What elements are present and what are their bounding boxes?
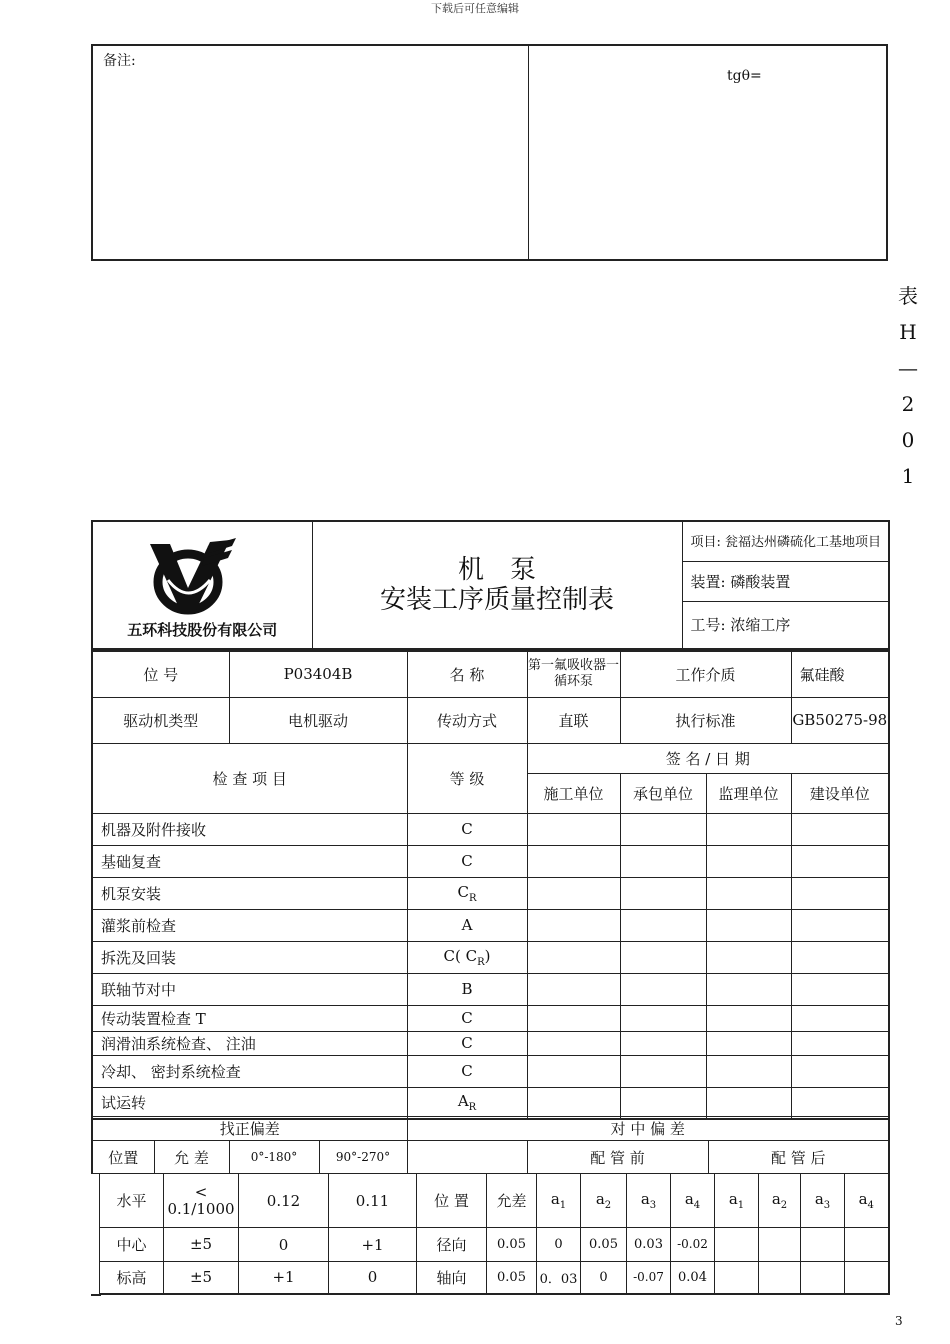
detail-pos2: 位 置 xyxy=(417,1174,487,1228)
a-header: $a_4$ xyxy=(845,1174,889,1228)
medium-value: 氟硅酸 xyxy=(791,651,889,697)
sign-cell[interactable] xyxy=(706,973,791,1005)
sign-cell[interactable] xyxy=(791,1087,889,1119)
detail-90: 0.11 xyxy=(329,1174,417,1228)
check-row xyxy=(92,845,889,877)
check-item: 传动装置检查 T xyxy=(92,1005,407,1031)
memo-divider xyxy=(528,46,529,259)
medium-label: 工作介质 xyxy=(620,651,791,697)
align-pos: 位置 xyxy=(92,1141,154,1174)
check-item: 机器及附件接收 xyxy=(92,813,407,845)
sign-cell[interactable] xyxy=(527,973,620,1005)
a-header: $a_1$ xyxy=(715,1174,759,1228)
grade-header: 等 级 xyxy=(407,743,527,813)
sign-cell[interactable] xyxy=(706,813,791,845)
work-no-field: 工号: 浓缩工序 xyxy=(682,601,889,649)
sign-cell[interactable] xyxy=(620,1055,706,1087)
std-label: 执行标准 xyxy=(620,697,791,743)
sign-cell[interactable] xyxy=(620,973,706,1005)
detail-row xyxy=(100,1174,889,1228)
sign-cell[interactable] xyxy=(527,845,620,877)
sign-cell[interactable] xyxy=(706,877,791,909)
unit-owner: 建设单位 xyxy=(791,773,889,813)
memo-label: 备注: xyxy=(103,53,136,69)
detail-pos: 中心 xyxy=(100,1228,164,1262)
check-row xyxy=(92,1087,889,1119)
sign-cell[interactable] xyxy=(527,877,620,909)
after-value[interactable] xyxy=(715,1228,759,1262)
sign-cell[interactable] xyxy=(620,813,706,845)
sign-cell[interactable] xyxy=(791,877,889,909)
a-header: $a_3$ xyxy=(627,1174,671,1228)
before-value: 0．03 xyxy=(537,1262,581,1294)
before-value: -0.02 xyxy=(671,1228,715,1262)
name-value: 第一氟吸收器一循环泵 xyxy=(527,651,620,697)
sign-cell[interactable] xyxy=(791,845,889,877)
check-table xyxy=(91,650,890,1120)
sign-cell[interactable] xyxy=(527,1005,620,1031)
corner-line xyxy=(91,1294,101,1296)
company-logo xyxy=(148,536,238,616)
check-row xyxy=(92,1055,889,1087)
sign-cell[interactable] xyxy=(791,813,889,845)
driver-value: 电机驱动 xyxy=(229,697,407,743)
align-header xyxy=(91,1116,890,1174)
sign-cell[interactable] xyxy=(791,1005,889,1031)
sign-cell[interactable] xyxy=(527,1087,620,1119)
unit-construction: 施工单位 xyxy=(527,773,620,813)
sign-cell[interactable] xyxy=(620,845,706,877)
sign-header: 签 名 / 日 期 xyxy=(527,743,889,773)
detail-row xyxy=(100,1262,889,1294)
align-left-title: 找正偏差 xyxy=(92,1117,407,1141)
sign-cell[interactable] xyxy=(620,1087,706,1119)
after-value[interactable] xyxy=(801,1228,845,1262)
driver-label: 驱动机类型 xyxy=(92,697,229,743)
unit-contractor: 承包单位 xyxy=(620,773,706,813)
before-value: 0 xyxy=(581,1262,627,1294)
sign-cell[interactable] xyxy=(620,1005,706,1031)
detail-pos: 标高 xyxy=(100,1262,164,1294)
before-value: 0 xyxy=(537,1228,581,1262)
std-value: GB50275-98 xyxy=(791,697,889,743)
sign-cell[interactable] xyxy=(527,813,620,845)
detail-tol2: 0.05 xyxy=(487,1228,537,1262)
check-grade: $C_R$ xyxy=(407,877,527,909)
a-header: $a_2$ xyxy=(759,1174,801,1228)
name-label: 名 称 xyxy=(407,651,527,697)
after-value[interactable] xyxy=(845,1228,889,1262)
detail-tol2: 允差 xyxy=(487,1174,537,1228)
sign-cell[interactable] xyxy=(527,1055,620,1087)
trans-value: 直联 xyxy=(527,697,620,743)
sign-cell[interactable] xyxy=(791,973,889,1005)
sign-cell[interactable] xyxy=(527,1031,620,1055)
sign-cell[interactable] xyxy=(620,941,706,973)
check-grade: A xyxy=(407,909,527,941)
detail-tol2: 0.05 xyxy=(487,1262,537,1294)
align-tol: 允 差 xyxy=(154,1141,229,1174)
sign-cell[interactable] xyxy=(791,941,889,973)
detail-pos: 水平 xyxy=(100,1174,164,1228)
check-item: 灌浆前检查 xyxy=(92,909,407,941)
a-header: $a_1$ xyxy=(537,1174,581,1228)
sign-cell[interactable] xyxy=(706,1087,791,1119)
sign-cell[interactable] xyxy=(527,941,620,973)
a-header: $a_4$ xyxy=(671,1174,715,1228)
side-label: 表 H — 2 0 1 xyxy=(898,284,918,488)
check-item: 拆洗及回装 xyxy=(92,941,407,973)
sign-cell[interactable] xyxy=(620,877,706,909)
project-field: 项目: 瓮福达州磷硫化工基地项目 xyxy=(682,521,889,561)
sign-cell[interactable] xyxy=(620,1031,706,1055)
detail-tol: < 0.1/1000 xyxy=(164,1174,239,1228)
check-row xyxy=(92,973,889,1005)
detail-table xyxy=(99,1173,890,1295)
sign-cell[interactable] xyxy=(706,909,791,941)
align-blank xyxy=(407,1141,527,1174)
align-0-180: 0°-180° xyxy=(229,1141,319,1174)
pos-label: 位 号 xyxy=(92,651,229,697)
items-header: 检 查 项 目 xyxy=(92,743,407,813)
page-number: 3 xyxy=(895,1314,903,1328)
check-grade: C xyxy=(407,813,527,845)
sign-cell[interactable] xyxy=(706,845,791,877)
detail-row xyxy=(100,1228,889,1262)
unit-supervisor: 监理单位 xyxy=(706,773,791,813)
after-value[interactable] xyxy=(801,1262,845,1294)
detail-tol: ±5 xyxy=(164,1228,239,1262)
detail-90: +1 xyxy=(329,1228,417,1262)
check-grade: C xyxy=(407,1055,527,1087)
before-value: 0.03 xyxy=(627,1228,671,1262)
a-header: $a_3$ xyxy=(801,1174,845,1228)
page-header: 下载后可任意编辑 xyxy=(431,2,519,15)
before-value: 0.05 xyxy=(581,1228,627,1262)
check-row xyxy=(92,1031,889,1055)
sign-cell[interactable] xyxy=(706,1005,791,1031)
check-row xyxy=(92,909,889,941)
detail-90: 0 xyxy=(329,1262,417,1294)
detail-0: 0.12 xyxy=(239,1174,329,1228)
check-item: 润滑油系统检查、 注油 xyxy=(92,1031,407,1055)
check-grade: C( $C_R$) xyxy=(407,941,527,973)
after-value[interactable] xyxy=(759,1228,801,1262)
form-title: 机 泵 安装工序质量控制表 xyxy=(312,521,682,649)
before-value: -0.07 xyxy=(627,1262,671,1294)
check-item: 冷却、 密封系统检查 xyxy=(92,1055,407,1087)
check-row xyxy=(92,941,889,973)
sign-cell[interactable] xyxy=(791,1031,889,1055)
sign-cell[interactable] xyxy=(620,909,706,941)
formula-text: tgθ= xyxy=(727,68,762,84)
logo-cell xyxy=(92,521,312,649)
check-grade: C xyxy=(407,1005,527,1031)
company-name: 五环科技股份有限公司 xyxy=(127,621,278,639)
check-item: 联轴节对中 xyxy=(92,973,407,1005)
sign-cell[interactable] xyxy=(527,909,620,941)
detail-0: 0 xyxy=(239,1228,329,1262)
check-item: 基础复查 xyxy=(92,845,407,877)
pos-value: P03404B xyxy=(229,651,407,697)
before-value: 0.04 xyxy=(671,1262,715,1294)
detail-pos2: 径向 xyxy=(417,1228,487,1262)
detail-0: +1 xyxy=(239,1262,329,1294)
after-value[interactable] xyxy=(759,1262,801,1294)
memo-box xyxy=(91,44,888,261)
sign-cell[interactable] xyxy=(791,1055,889,1087)
check-grade: B xyxy=(407,973,527,1005)
trans-label: 传动方式 xyxy=(407,697,527,743)
before-piping: 配 管 前 xyxy=(527,1141,708,1174)
check-item: 机泵安装 xyxy=(92,877,407,909)
check-row xyxy=(92,813,889,845)
sign-cell[interactable] xyxy=(706,1031,791,1055)
after-value[interactable] xyxy=(715,1262,759,1294)
check-row xyxy=(92,1005,889,1031)
sign-cell[interactable] xyxy=(791,909,889,941)
sign-cell[interactable] xyxy=(706,941,791,973)
check-grade: C xyxy=(407,1031,527,1055)
align-right-title: 对 中 偏 差 xyxy=(407,1117,889,1141)
detail-pos2: 轴向 xyxy=(417,1262,487,1294)
device-field: 装置: 磷酸装置 xyxy=(682,561,889,601)
after-value[interactable] xyxy=(845,1262,889,1294)
align-90-270: 90°-270° xyxy=(319,1141,407,1174)
check-item: 试运转 xyxy=(92,1087,407,1119)
check-grade: C xyxy=(407,845,527,877)
check-grade: $A_R$ xyxy=(407,1087,527,1119)
form-header xyxy=(91,520,890,650)
sign-cell[interactable] xyxy=(706,1055,791,1087)
a-header: $a_2$ xyxy=(581,1174,627,1228)
check-row xyxy=(92,877,889,909)
after-piping: 配 管 后 xyxy=(708,1141,889,1174)
detail-tol: ±5 xyxy=(164,1262,239,1294)
